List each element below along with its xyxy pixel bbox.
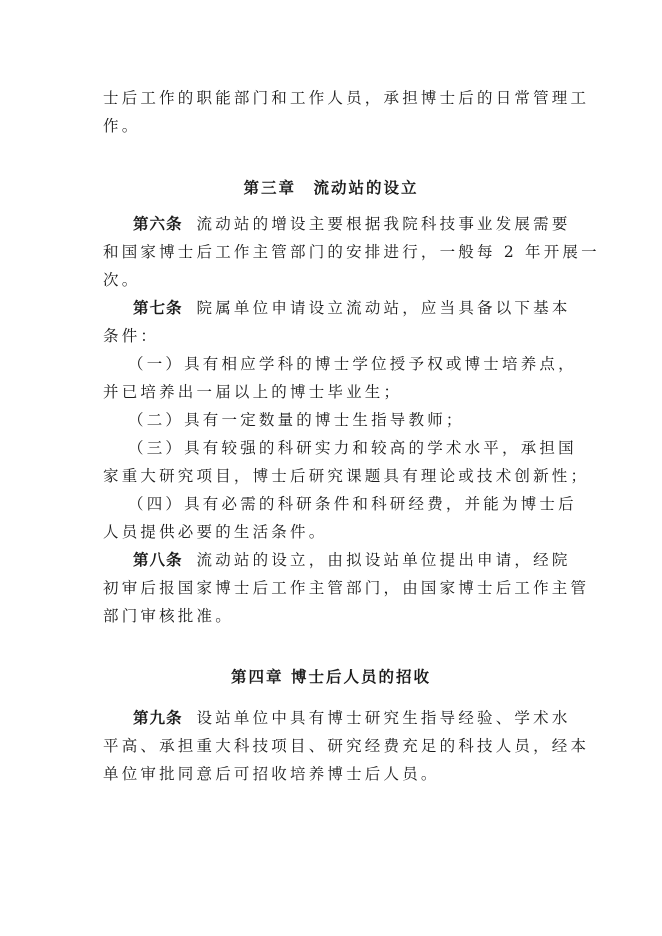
paragraph-line: 平高、承担重大科技项目、研究经费充足的科技人员，经本 — [103, 737, 590, 755]
article-7-text: 院属单位申请设立流动站，应当具备以下基本 — [196, 299, 571, 317]
list-item-3-line-2: 家重大研究项目，博士后研究课题具有理论或技术创新性； — [103, 467, 590, 485]
article-6-text: 流动站的增设主要根据我院科技事业发展需要 — [196, 215, 571, 233]
article-8-label: 第八条 — [133, 551, 183, 569]
chapter-4-heading: 第四章 博士后人员的招收 — [231, 667, 431, 686]
article-9-text: 设站单位中具有博士研究生指导经验、学术水 — [196, 709, 571, 727]
list-item-2-line-1: （二）具有一定数量的博士生指导教师； — [128, 411, 465, 429]
paragraph-line: 单位审批同意后可招收培养博士后人员。 — [103, 765, 440, 783]
paragraph-line: 作。 — [103, 117, 141, 135]
article-8-line-1 — [133, 546, 571, 574]
article-6-label: 第六条 — [133, 215, 183, 233]
article-6-line-1 — [133, 210, 571, 238]
list-item-1-line-2: 并已培养出一届以上的博士毕业生； — [103, 383, 403, 401]
article-7-label: 第七条 — [133, 299, 183, 317]
list-item-3-line-1: （三）具有较强的科研实力和较高的学术水平，承担国 — [128, 439, 577, 457]
paragraph-line: 初审后报国家博士后工作主管部门，由国家博士后工作主管 — [103, 579, 590, 597]
paragraph-line: 部门审核批准。 — [103, 607, 234, 625]
paragraph-line: 条件： — [103, 327, 160, 345]
list-item-4-line-2: 人员提供必要的生活条件。 — [103, 523, 328, 541]
list-item-1-line-1: （一）具有相应学科的博士学位授予权或博士培养点， — [128, 355, 577, 373]
paragraph-line: 和国家博士后工作主管部门的安排进行，一般每 2 年开展一 — [103, 243, 600, 261]
paragraph-line: 次。 — [103, 271, 141, 289]
article-9-label: 第九条 — [133, 709, 183, 727]
article-7-line-1 — [133, 294, 571, 322]
paragraph-line: 士后工作的职能部门和工作人员，承担博士后的日常管理工 — [103, 89, 590, 107]
article-9-line-1 — [133, 704, 571, 732]
list-item-4-line-1: （四）具有必需的科研条件和科研经费，并能为博士后 — [128, 495, 577, 513]
chapter-3-heading: 第三章 流动站的设立 — [243, 178, 419, 197]
article-8-text: 流动站的设立，由拟设站单位提出申请，经院 — [196, 551, 571, 569]
